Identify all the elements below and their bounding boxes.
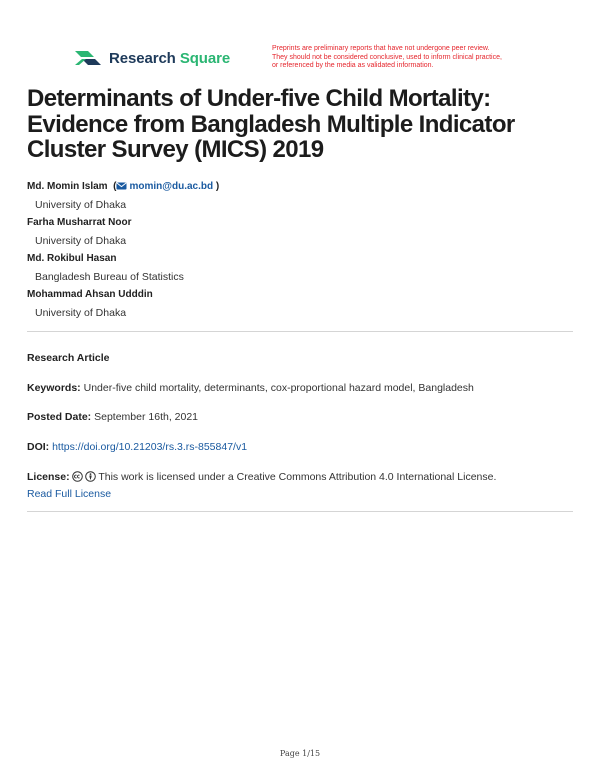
posted-date-label: Posted Date: [27, 411, 92, 423]
posted-date-value: September 16th, 2021 [94, 411, 199, 423]
preprint-disclaimer [272, 45, 542, 71]
author-affiliation: University of Dhaka [35, 199, 127, 211]
author-name: Mohammad Ahsan Udddin [27, 289, 153, 300]
logo-text [109, 50, 230, 67]
disclaimer-line: They should not be considered conclusive, used to inform clinical practice, [272, 53, 502, 61]
author-email-link[interactable] [116, 181, 213, 192]
author-name: Md. Momin Islam ( momin@du.ac.bd ) [27, 181, 220, 192]
read-full-license-link[interactable]: Read Full License [27, 488, 112, 500]
author-list [27, 180, 567, 324]
divider [27, 331, 573, 332]
author-affiliation: University of Dhaka [35, 235, 127, 247]
creative-commons-icon [72, 471, 83, 482]
doi-label: DOI: [27, 441, 50, 453]
disclaimer-line: or referenced by the media as validated information. [272, 62, 434, 69]
license-text: This work is licensed under a Creative Commons Attribution 4.0 International License. [98, 471, 497, 483]
article-type [27, 350, 577, 367]
research-square-logo-icon [74, 48, 102, 68]
license-label: License: [27, 471, 70, 483]
author-name-text: Md. Momin Islam [27, 181, 108, 192]
article-type-text: Research Article [27, 352, 110, 364]
logo-word-research: Research [109, 49, 176, 67]
author-affiliation: University of Dhaka [35, 307, 127, 319]
author-email: momin@du.ac.bd [129, 181, 214, 192]
author-affiliation: Bangladesh Bureau of Statistics [35, 271, 184, 283]
doi-link[interactable]: https://doi.org/10.21203/rs.3.rs-855847/v1 [52, 441, 248, 453]
paper-title: Determinants of Under-five Child Mortality: Evidence from Bangladesh Multiple Indicator Cluster Survey (MICS) 2019 [27, 85, 515, 163]
disclaimer-line: Preprints are preliminary reports that have not undergone peer review. [272, 45, 490, 52]
posted-date-row [27, 409, 577, 426]
author-name: Md. Rokibul Hasan [27, 253, 117, 264]
keywords-value: Under-five child mortality, determinants, cox-proportional hazard model, Bangladesh [83, 382, 474, 394]
envelope-icon [116, 182, 127, 190]
page-number: Page 1/15 [279, 749, 321, 758]
logo-word-square: Square [179, 49, 231, 67]
divider [27, 511, 573, 512]
license-row [27, 469, 577, 503]
attribution-icon [85, 471, 96, 482]
author-name: Farha Musharrat Noor [27, 217, 132, 228]
keywords-row [27, 380, 577, 397]
research-square-logo[interactable] [74, 47, 230, 69]
keywords-label: Keywords: [27, 382, 81, 394]
doi-row [27, 439, 577, 456]
